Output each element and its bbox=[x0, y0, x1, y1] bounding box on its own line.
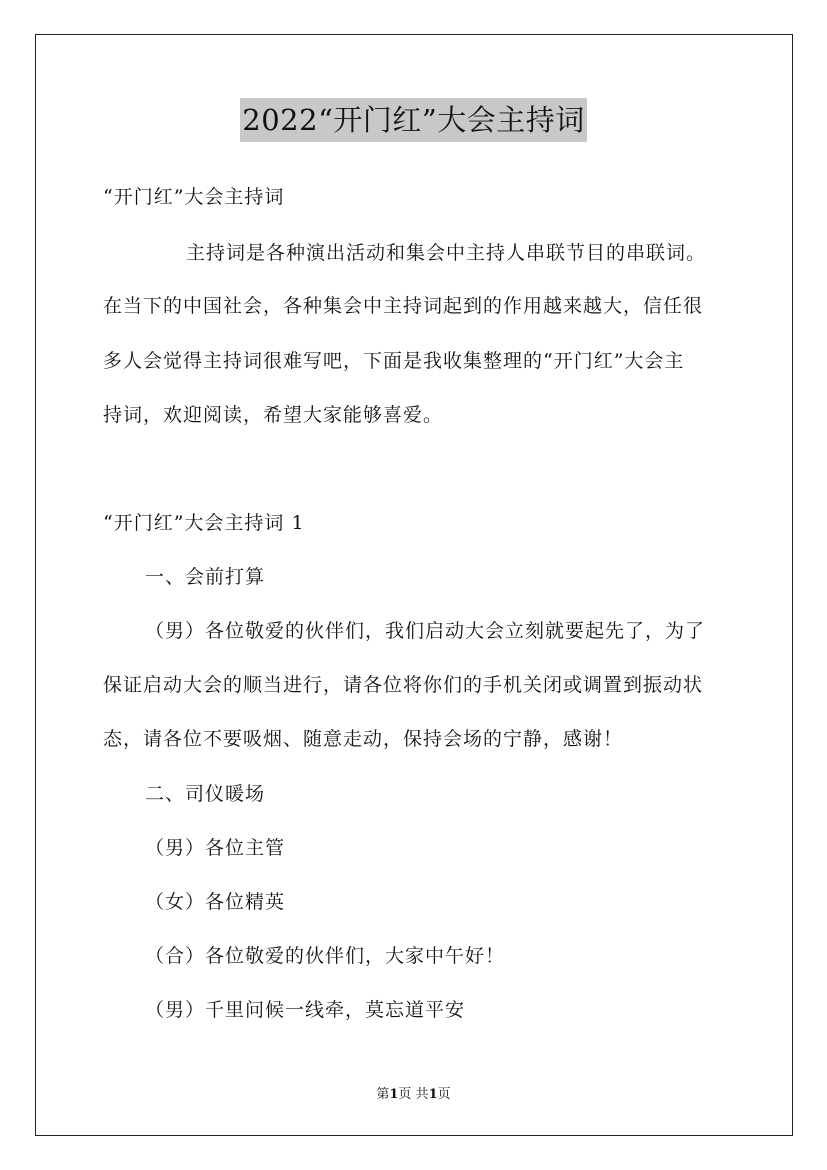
dialog-line: （男）千里问候一线牵，莫忘道平安 bbox=[145, 999, 466, 1021]
page-suffix: 页 bbox=[437, 1087, 451, 1102]
paragraph-line: 保证启动大会的顺当进行，请各位将你们的手机关闭或调置到振动状 bbox=[103, 674, 704, 696]
paragraph-line: （男）各位敬爱的伙伴们，我们启动大会立刻就要起先了，为了 bbox=[145, 620, 706, 642]
page-footer bbox=[0, 1083, 827, 1102]
section-heading: “开门红”大会主持词 1 bbox=[103, 512, 305, 534]
current-page-number: 1 bbox=[389, 1087, 399, 1102]
part1-heading: 一、会前打算 bbox=[145, 566, 266, 588]
dialog-line: （男）各位主管 bbox=[145, 837, 286, 859]
page-prefix: 第 bbox=[376, 1087, 390, 1102]
dialog-line: （女）各位精英 bbox=[145, 891, 286, 913]
page-mid: 页 共 bbox=[398, 1087, 429, 1102]
paragraph-line: 态，请各位不要吸烟、随意走动，保持会场的宁静，感谢！ bbox=[103, 728, 624, 750]
dialog-line: （合）各位敬爱的伙伴们，大家中午好！ bbox=[145, 945, 506, 967]
intro-line: 多人会觉得主持词很难写吧，下面是我收集整理的“开门红”大会主 bbox=[103, 350, 685, 372]
title-container bbox=[0, 98, 827, 142]
document-subtitle: “开门红”大会主持词 bbox=[103, 186, 285, 208]
part2-heading: 二、司仪暖场 bbox=[145, 783, 266, 805]
intro-line: 在当下的中国社会，各种集会中主持词起到的作用越来越大，信任很 bbox=[103, 295, 704, 317]
intro-line: 主持词是各种演出活动和集会中主持人串联节目的串联词。 bbox=[186, 242, 707, 264]
intro-line: 持词，欢迎阅读，希望大家能够喜爱。 bbox=[103, 404, 444, 426]
total-page-number: 1 bbox=[428, 1087, 438, 1102]
document-title: 2022“开门红”大会主持词 bbox=[240, 98, 586, 142]
